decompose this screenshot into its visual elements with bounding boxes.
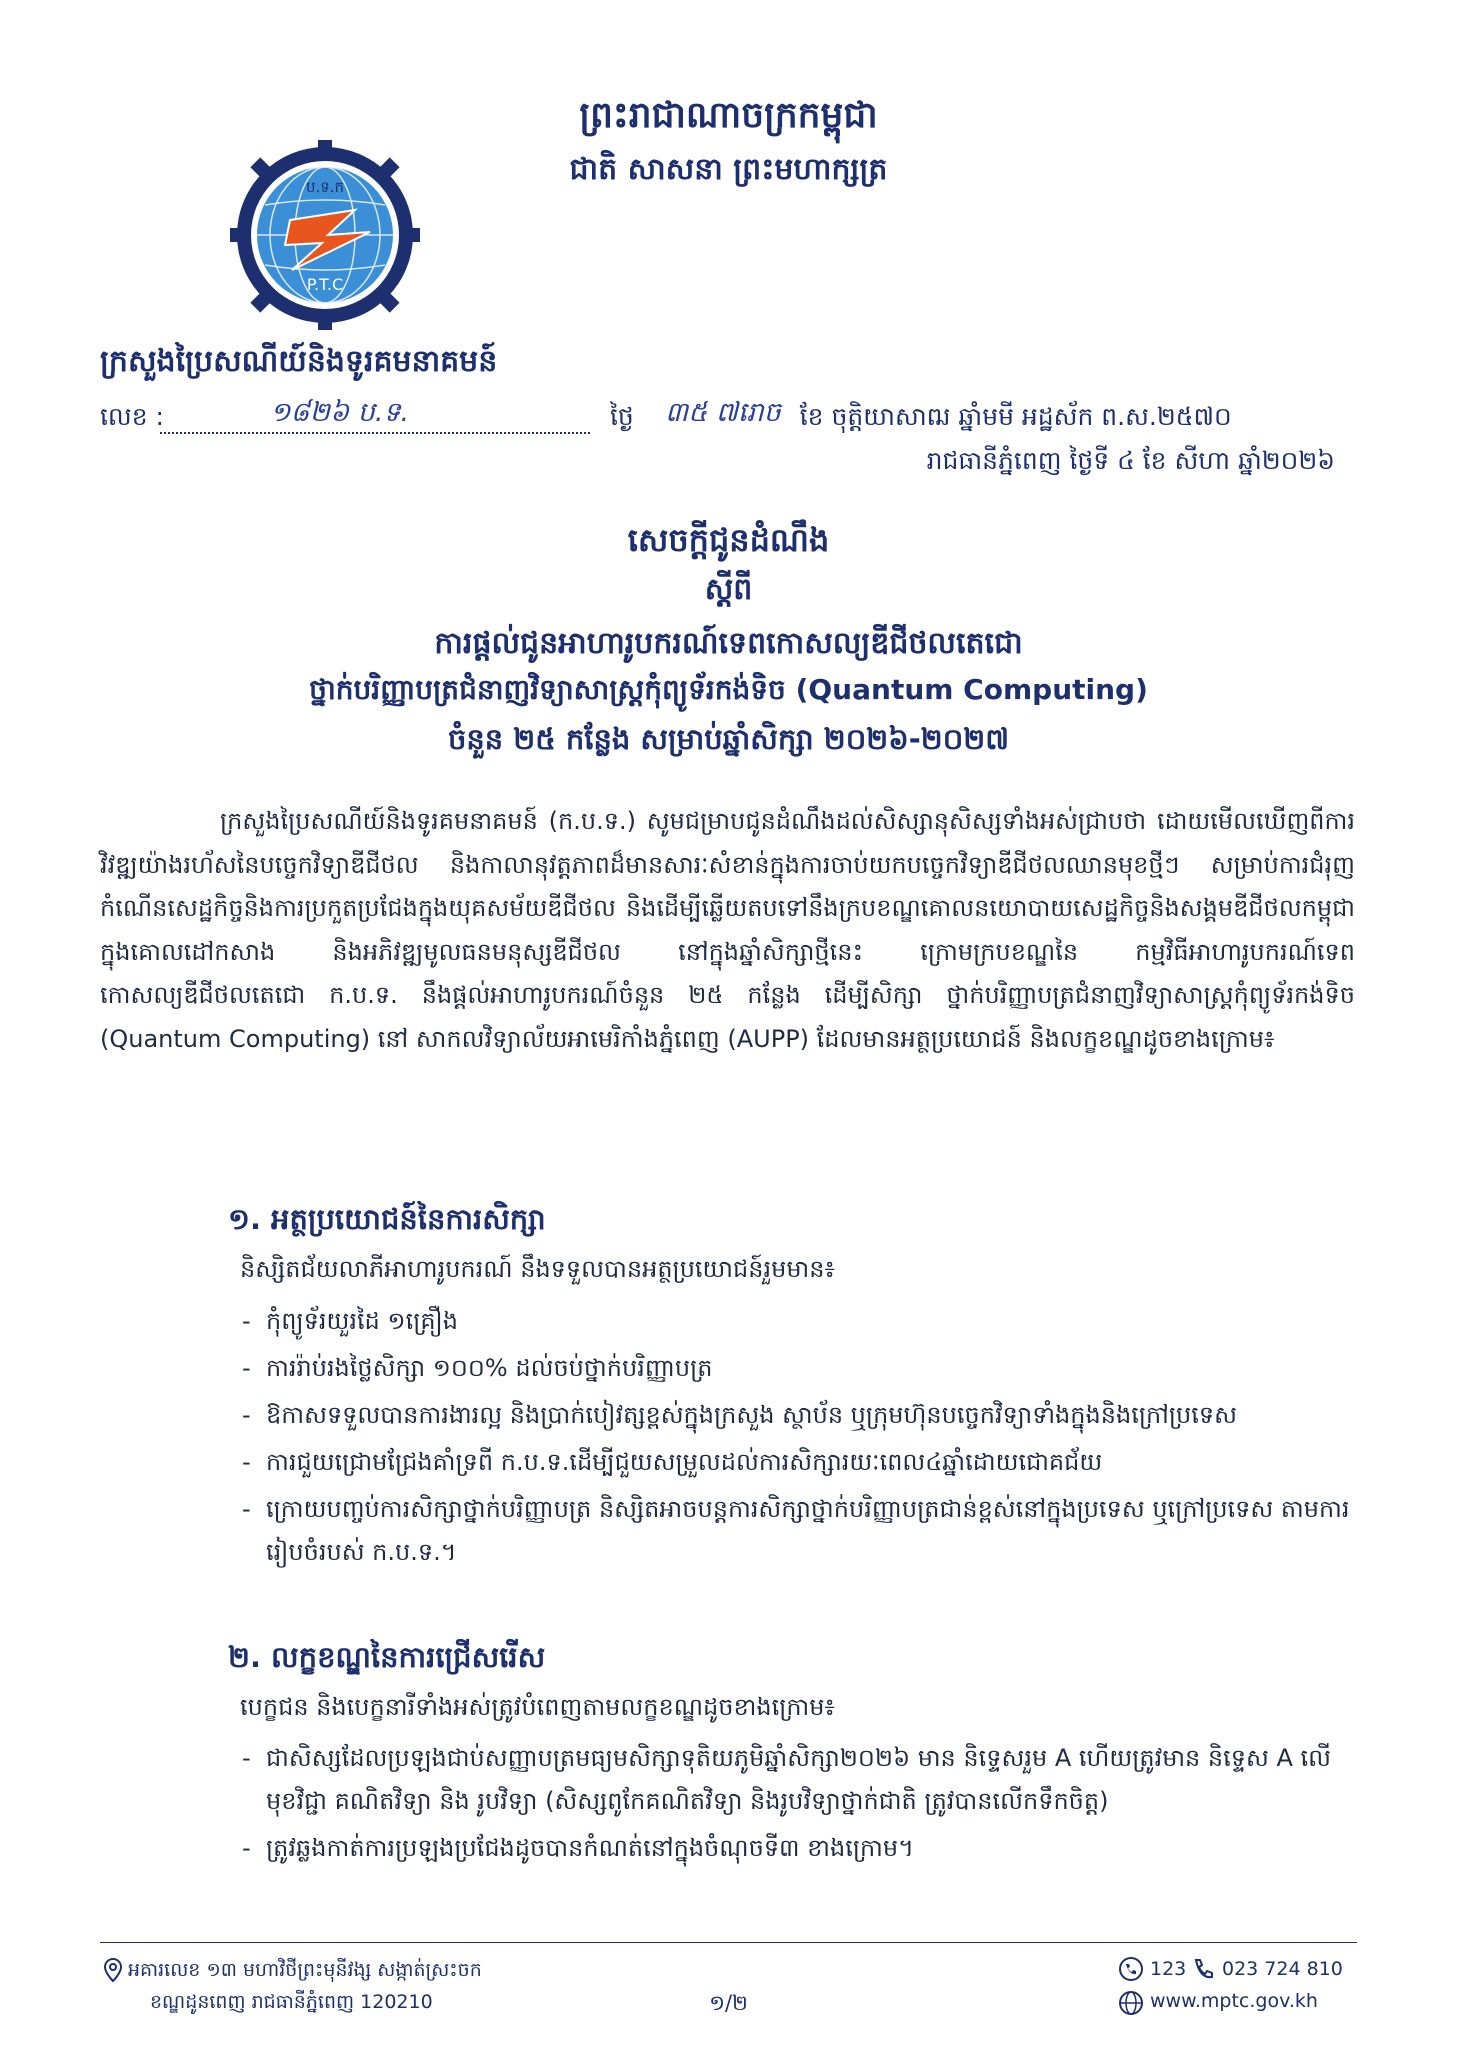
notice-title: សេចក្តីជូនដំណឹង <box>627 521 830 559</box>
lunar-date-prefix: ថ្ងៃ <box>610 402 634 431</box>
list-item: - ក្រោយបញ្ចប់ការសិក្សាថ្នាក់បរិញ្ញាបត្រ និស្សិតអាចបន្តការសិក្សាថ្នាក់បរិញ្ញាបត្រជាន់ខ្ពស់នៅក្នុងប្រទេស ឬក្រៅប្រទេស តាមការរៀបចំរបស់ ក.ប.ទ.។ <box>240 1488 1350 1574</box>
page-number: ១/២ <box>709 1991 748 2015</box>
notice-regarding: ស្តីពី <box>704 572 753 607</box>
solar-date: រាជធានីភ្នំពេញ ថ្ងៃទី ៤ ខែ សីហា ឆ្នាំ២០២៦ <box>926 446 1335 475</box>
reference-number: ១៨២៦ ប.ទ. <box>270 397 410 428</box>
intro-paragraph: ក្រសួងប្រៃសណីយ៍និងទូរគមនាគមន៍ (ក.ប.ទ.) សូមជម្រាបជូនដំណឹងដល់សិស្សានុសិស្សទាំងអស់ជ្រាបថា ដោយមើលឃើញពីការវិវឌ្ឍយ៉ាងរហ័សនៃបច្ចេកវិទ្យាឌីជីថល និងកាលានុវត្តភាពដ៏មានសារៈសំខាន់ក្នុងការចាប់យកបច្ចេកវិទ្យាឌីជីថលឈានមុខថ្មីៗ សម្រាប់ការជំរុញកំណើនសេដ្ឋកិច្ចនិងការប្រកួតប្រជែងក្នុងយុគសម័យឌីជីថល និងដើម្បីឆ្លើយតបទៅនឹងក្របខណ្ឌគោលនយោបាយសេដ្ឋកិច្ចនិងសង្គមឌីជីថលកម្ពុជា ក្នុងគោលដៅកសាង និងអភិវឌ្ឍមូលធនមនុស្សឌីជីថល នៅក្នុងឆ្នាំសិក្សាថ្មីនេះ ក្រោមក្របខណ្ឌនៃ កម្មវិធីអាហារូបករណ៍ទេពកោសល្យឌីជីថលតេជោ ក.ប.ទ. នឹងផ្តល់អាហារូបករណ៍ចំនួន ២៥ កន្លែង ដើម្បីសិក្សា ថ្នាក់បរិញ្ញាបត្រជំនាញវិទ្យាសាស្ត្រកុំព្យូទ័រកង់ទិច (Quantum Computing) នៅ សាកលវិទ្យាល័យអាមេរិកាំងភ្នំពេញ (AUPP) ដែលមានអត្ថប្រយោជន៍ និងលក្ខខណ្ឌដូចខាងក្រោម៖ <box>100 807 1355 1053</box>
ministry-name: ក្រសួងប្រៃសណីយ៍និងទូរគមនាគមន៍ <box>100 344 498 379</box>
list-item: - ការរ៉ាប់រងថ្លៃសិក្សា ១០០% ដល់ចប់ថ្នាក់បរិញ្ញាបត្រ <box>240 1347 1350 1390</box>
benefits-list <box>240 1300 1350 1578</box>
footer-website-link[interactable]: www.mptc.gov.kh <box>1150 1990 1318 2012</box>
footer-address-line1: អគារលេខ ១៣ មហាវិថីព្រះមុនីវង្ស សង្កាត់ស្រះចក <box>128 1959 482 1981</box>
reference-label: លេខ : <box>100 402 164 431</box>
logo-bottom-text: P.T.C <box>306 275 344 294</box>
national-motto: ជាតិ សាសនា ព្រះមហាក្សត្រ <box>569 152 888 187</box>
logo-top-text: ប.ទ.ក <box>305 178 345 196</box>
location-pin-icon <box>103 1958 123 1982</box>
footer-divider <box>100 1942 1357 1943</box>
section-criteria-heading: ២. លក្ខខណ្ឌនៃការជ្រើសរើស <box>228 1640 546 1674</box>
kingdom-heading: ព្រះរាជាណាចក្រកម្ពុជា <box>579 95 878 136</box>
globe-icon <box>1118 1990 1144 2016</box>
list-item: - កុំព្យូទ័រយួរដៃ ១គ្រឿង <box>240 1300 1350 1343</box>
footer-phone[interactable]: 023 724 810 <box>1222 1958 1343 1980</box>
section-criteria-lead: បេក្ខជន និងបេក្ខនារីទាំងអស់ត្រូវបំពេញតាមលក្ខខណ្ឌដូចខាងក្រោម៖ <box>240 1693 835 1721</box>
section-benefits-lead: និស្សិតជ័យលាភីអាហារូបករណ៍ នឹងទទួលបានអត្ថប្រយោជន៍រួមមាន៖ <box>240 1255 835 1283</box>
phone-icon <box>1118 1956 1144 1982</box>
footer-hotline: 123 <box>1150 1958 1187 1980</box>
notice-subject-line1: ការផ្តល់ជូនអាហារូបករណ៍ទេពកោសល្យឌីជីថលតេជោ <box>434 626 1023 661</box>
notice-subject-line2: ថ្នាក់បរិញ្ញាបត្រជំនាញវិទ្យាសាស្ត្រកុំព្យូទ័រកង់ទិច (Quantum Computing) <box>309 673 1148 706</box>
list-item: - ជាសិស្សដែលប្រឡងជាប់សញ្ញាបត្រមធ្យមសិក្សាទុតិយភូមិឆ្នាំសិក្សា២០២៦ មាន និទ្ទេសរួម A ហើយត្រូវមាន និទ្ទេស A លើមុខវិជ្ជា គណិតវិទ្យា និង រូបវិទ្យា (សិស្សពូកែគណិតវិទ្យា និងរូបវិទ្យាថ្នាក់ជាតិ ត្រូវបានលើកទឹកចិត្ត) <box>240 1737 1350 1823</box>
footer-address-line2: ខណ្ឌដូនពេញ រាជធានីភ្នំពេញ 120210 <box>150 1991 433 2013</box>
list-item: - ឱកាសទទួលបានការងារល្អ និងប្រាក់បៀវត្សខ្ពស់ក្នុងក្រសួង ស្ថាប័ន ឬក្រុមហ៊ុនបច្ចេកវិទ្យាទាំងក្នុងនិងក្រៅប្រទេស <box>240 1394 1350 1437</box>
phone-icon <box>1190 1956 1216 1982</box>
lunar-date-handwritten: ៣៥ ៧រោច <box>665 397 781 428</box>
criteria-list <box>240 1737 1350 1874</box>
notice-subject-line3: ចំនួន ២៥ កន្លែង សម្រាប់ឆ្នាំសិក្សា ២០២៦-២០២៧ <box>447 722 1010 756</box>
list-item: - ការជួយជ្រោមជ្រែងគាំទ្រពី ក.ប.ទ.ដើម្បីជួយសម្រួលដល់ការសិក្សារយៈពេល៤ឆ្នាំដោយជោគជ័យ <box>240 1441 1350 1484</box>
lunar-date-rest: ខែ ចុត្តិយាសាឍ ឆ្នាំមមី អដ្ឋស័ក ព.ស.២៥៧០ <box>799 402 1232 431</box>
ministry-logo <box>230 140 420 330</box>
list-item: - ត្រូវឆ្លងកាត់ការប្រឡងប្រជែងដូចបានកំណត់នៅក្នុងចំណុចទី៣ ខាងក្រោម។ <box>240 1827 1350 1870</box>
section-benefits-heading: ១. អត្ថប្រយោជន៍នៃការសិក្សា <box>228 1202 546 1236</box>
